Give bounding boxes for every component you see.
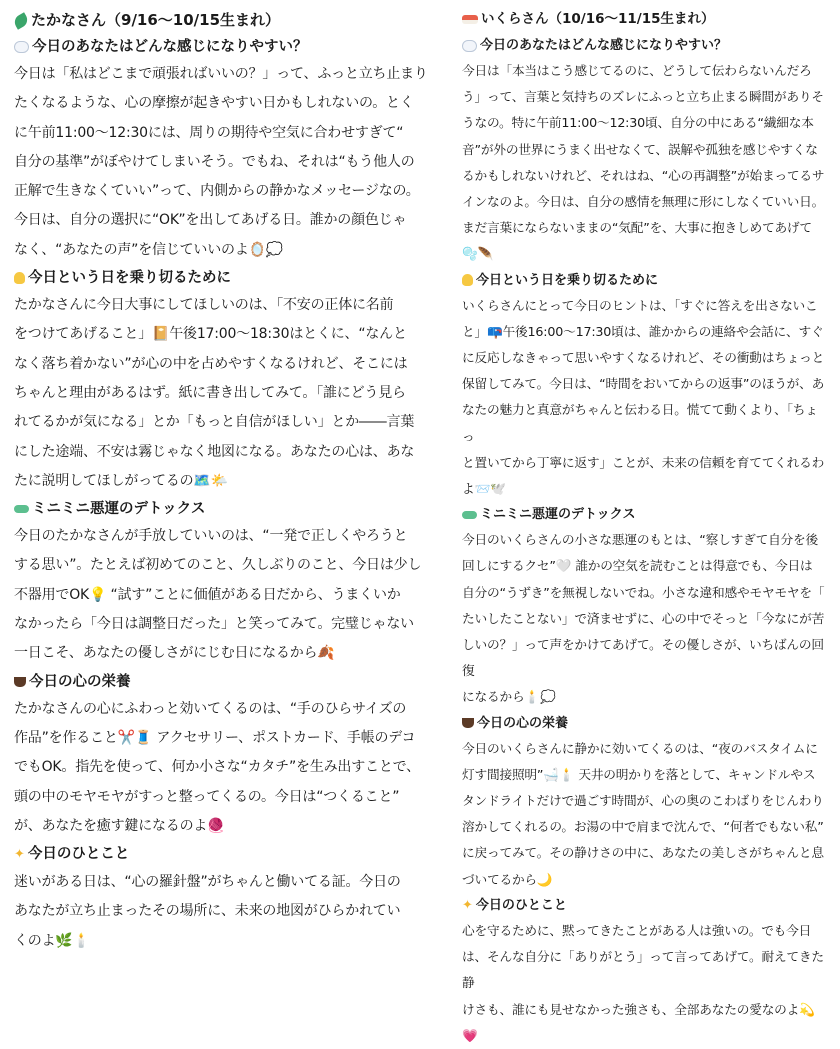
text-line: する思い”。たとえば初めてのこと、久しぶりのこと、今日は少し	[14, 557, 422, 574]
text-line: なく落ち着かない”が心の中を占めやすくなるけれど、そこには	[14, 355, 408, 372]
text-line: と」📪午後16:00〜17:30頃は、誰かからの連絡や会話に、すぐ	[462, 323, 824, 339]
text-line: 自分の“うずき”を無視しないでね。小さな違和感やモヤモヤを「	[462, 584, 825, 600]
text-line: になるから🕯️💭	[462, 689, 556, 705]
text-line: 頭の中のモヤモヤがすっと整ってくるの。今日は“つくること”	[14, 788, 400, 805]
ikura-getthrough-heading: 今日という日を乗り切るために	[462, 268, 828, 293]
text-line: しいの？」って声をかけてあげて。その優しさが、いちばんの回復	[462, 637, 824, 679]
text-line: うなの。特に午前11:00〜12:30頃、自分の中にある“繊細な本	[462, 115, 814, 131]
takana-title: たかなさん（9/16〜10/15生まれ）	[14, 8, 442, 32]
text-line: 今日のいくらさんの小さな悪運のもとは、“察しすぎて自分を後	[462, 532, 819, 548]
text-line: 今日のたかなさんが手放していいのは、“一発で正しくやろうと	[14, 528, 408, 545]
text-line: 今日は「本当はこう感じてるのに、どうして伝わらないんだろ	[462, 63, 812, 78]
text-line: なく、“あなたの声”を信じていいのよ🪞💭	[14, 241, 284, 258]
text-line: いくらさんにとって今日のヒントは、「すぐに答えを出さないこ	[462, 297, 818, 313]
text-line: に午前11:00〜12:30には、周りの期待や空気に合わせすぎて“	[14, 124, 404, 141]
text-line: なたの魅力と真意がちゃんと伝わる日。慌てて動くより、「ちょっ	[462, 402, 818, 444]
text-line: う」って、言葉と気持ちのズレにふっと立ち止まる瞬間がありそ	[462, 89, 824, 105]
text-line: 灯す間接照明”🛁🕯️ 天井の明かりを落として、キャンドルやス	[462, 766, 816, 782]
takana-tendency-text	[14, 60, 442, 265]
text-line: よ📨🕊️	[462, 481, 506, 497]
takana-detox-text	[14, 522, 442, 668]
text-line: なかったら「今日は調整日だった」と笑ってみて。完璧じゃない	[14, 616, 414, 633]
text-line: 今日は、自分の選択に“OK”を出してあげる日。誰かの顔色じゃ	[14, 212, 407, 229]
thought-bubble-icon	[14, 41, 29, 53]
takana-word-heading: ✦ 今日のひとこと	[14, 841, 442, 868]
text-line: 心を守るために、黙ってきたことがある人は強いの。でも今日	[462, 922, 812, 938]
text-line: をつけてあげること」📔午後17:00〜18:30はとくに、“なんと	[14, 326, 407, 343]
ikura-detox-text	[462, 527, 828, 710]
text-line: たいしたことない」で済ませずに、心の中でそっと「今なにが苦	[462, 610, 825, 626]
text-line: と置いてから丁寧に返す」ことが、未来の信頼を育ててくれるわ	[462, 454, 825, 470]
takana-getthrough-heading: 今日という日を乗り切るために	[14, 265, 442, 291]
text-line: 今日は「私はどこまで頑張ればいいの？」って、ふっと立ち止まり	[14, 66, 428, 82]
coffee-cup-icon	[14, 677, 26, 687]
takana-nourish-heading: 今日の心の栄養	[14, 669, 442, 695]
text-line: が、あなたを癒す鍵になるのよ🧶	[14, 817, 225, 834]
ikura-word-text	[462, 918, 828, 1049]
text-line: たくなるような、心の摩擦が起きやすい日かもしれないの。とく	[14, 95, 414, 112]
takana-detox-heading: ミニミニ悪運のデトックス	[14, 496, 442, 522]
sushi-icon	[462, 15, 478, 24]
sparkles-icon: ✦	[462, 897, 473, 913]
ikura-title: いくらさん（10/16〜11/15生まれ）	[462, 8, 828, 31]
text-line: に反応しなきゃって思いやすくなるけれど、その衝動はちょっと	[462, 350, 825, 366]
text-line: たかなさんに今日大事にしてほしいのは、「不安の正体に名前	[14, 297, 394, 314]
text-line: にした途端、不安は霧じゃなく地図になる。あなたの心は、あな	[14, 443, 415, 460]
text-line: 迷いがある日は、“心の羅針盤”がちゃんと働いてる証。今日の	[14, 874, 401, 891]
ikura-getthrough-text	[462, 293, 828, 503]
ikura-column	[462, 8, 828, 1049]
ikura-nourish-text	[462, 736, 828, 893]
text-line: 不器用でOK💡 “試す”ことに価値がある日だから、うまくいか	[14, 586, 401, 603]
leaf-icon	[12, 12, 30, 29]
text-line: くのよ🌿🕯️	[14, 932, 90, 949]
ikura-tendency-heading: 今日のあなたはどんな感じになりやすい？	[462, 33, 828, 58]
text-line: 今日のいくらさんに静かに効いてくるのは、“夜のバスタイムに	[462, 740, 818, 756]
text-line: たに説明してほしがってるの🗺️🌤️	[14, 472, 228, 489]
text-line: でもOK。指先を使って、何か小さな“カタチ”を生み出すことで、	[14, 759, 420, 776]
pill-icon	[14, 505, 29, 513]
text-line: あなたが立ち止まったその場所に、未来の地図がひらかれてい	[14, 903, 401, 920]
takana-getthrough-text	[14, 291, 442, 496]
text-line: 回しにするクセ”🤍 誰かの空気を読むことは得意でも、今日は	[462, 558, 813, 574]
text-line: タンドライトだけで過ごす時間が、心の奥のこわばりをじんわり	[462, 793, 824, 809]
coffee-cup-icon	[462, 718, 474, 728]
text-line: れてるかが気になる」とか「もっと自信がほしい」とか――言葉	[14, 414, 415, 431]
sparkles-icon: ✦	[14, 847, 25, 863]
text-line: に戻ってみて。その静けさの中に、あなたの美しさがちゃんと息	[462, 845, 824, 861]
text-line: 保留してみて。今日は、“時間をおいてからの返事”のほうが、あ	[462, 376, 825, 392]
text-line: づいてるから🌙	[462, 871, 553, 887]
takana-nourish-text	[14, 695, 442, 841]
text-line: 音”が外の世界にうまく出せなくて、誤解や孤独を感じやすくな	[462, 141, 818, 157]
text-line: 💗	[462, 1027, 478, 1043]
text-line: まだ言葉にならないままの“気配”を、大事に抱きしめてあげて	[462, 220, 812, 236]
text-line: インなのよ。今日は、自分の感情を無理に形にしなくていい日。	[462, 194, 825, 210]
takana-tendency-heading: 今日のあなたはどんな感じになりやすい？	[14, 34, 442, 60]
text-line: 🫧🪶	[462, 246, 494, 262]
ikura-tendency-text	[462, 58, 828, 268]
takana-column	[14, 8, 442, 956]
text-line: 一日こそ、あなたの優しさがにじむ日になるから🍂	[14, 645, 335, 662]
text-line: ちゃんと理由があるはず。紙に書き出してみて。「誰にどう見ら	[14, 384, 406, 401]
text-line: は、そんな自分に「ありがとう」って言ってあげて。耐えてきた静	[462, 949, 824, 991]
text-line: 溶かしてくれるの。お湯の中で肩まで沈んで、“何者でもない私”	[462, 819, 824, 835]
text-line: たかなさんの心にふわっと効いてくるのは、“手のひらサイズの	[14, 700, 407, 717]
takana-word-text	[14, 868, 442, 956]
pill-icon	[462, 511, 477, 519]
text-line: 自分の基準”がぼやけてしまいそう。でもね、それは“もう他人の	[14, 153, 415, 170]
thought-bubble-icon	[462, 40, 477, 52]
text-line: けさも、誰にも見せなかった強さも、全部あなたの愛なのよ💫	[462, 1001, 815, 1017]
text-line: 作品”を作ること✂️🧵 アクセサリー、ポストカード、手帳のデコ	[14, 729, 416, 746]
light-bulb-icon	[14, 272, 25, 284]
light-bulb-icon	[462, 274, 473, 286]
ikura-nourish-heading: 今日の心の栄養	[462, 711, 828, 736]
ikura-detox-heading: ミニミニ悪運のデトックス	[462, 502, 828, 527]
text-line: 正解で生きなくていい”って、内側からの静かなメッセージなの。	[14, 183, 420, 200]
text-line: るかもしれないけれど、それはね、“心の再調整”が始まってるサ	[462, 167, 825, 183]
ikura-word-heading: ✦ 今日のひとこと	[462, 893, 828, 918]
